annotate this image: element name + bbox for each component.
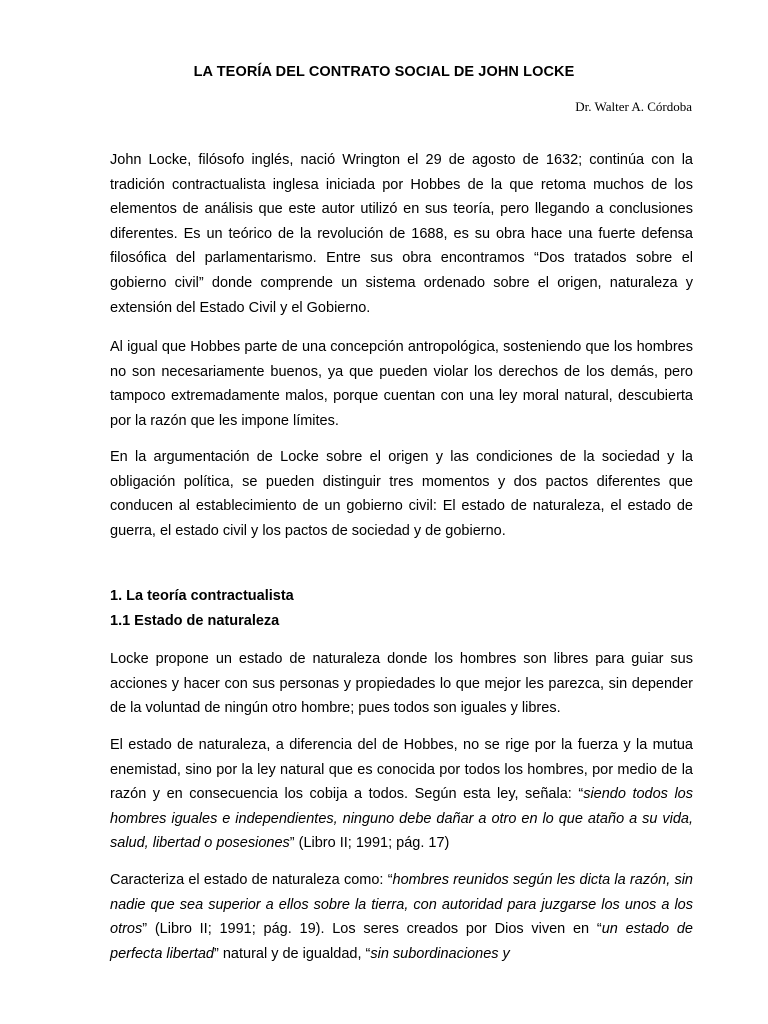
paragraph-anthropology: Al igual que Hobbes parte de una concepción antropológica, sosteniendo que los hombres no son necesariamente buenos, ya que pueden violar los derechos de los demás, pero tampoco extremadamente malos, porque cuentan con una ley moral natural, descubierta por la razón que les impone límites. (110, 339, 693, 429)
author-name: Dr. Walter A. Córdoba (575, 99, 692, 114)
paragraph-text: Caracteriza el estado de naturaleza como: “ (110, 872, 393, 888)
paragraph-characterization (110, 868, 693, 966)
citation: ” (Libro II; 1991; pág. 17) (289, 835, 450, 852)
paragraph-intro: John Locke, filósofo inglés, nació Wrington el 29 de agosto de 1632; continúa con la tradición contractualista inglesa iniciada por Hobbes de la que retoma muchos de los elementos de análisis que este autor utilizó en sus teoría, pero llegando a conclusiones diferentes. Es un teórico de la revolución de 1688, es su obra hace una fuerte defensa filosófica del parlamentarismo. Entre sus obra encontramos “Dos tratados sobre el gobierno civil” donde comprende un sistema ordenado sobre el origen, naturaleza y extensión del Estado Civil y el Gobierno. (110, 152, 693, 316)
quotation: un estado de perfecta libertad (110, 921, 693, 962)
subsection-heading: 1.1 Estado de naturaleza (110, 613, 280, 629)
paragraph-state-of-nature: Locke propone un estado de naturaleza donde los hombres son libres para guiar sus acciones y hacer con sus personas y propiedades lo que mejor les parezca, sin depender de la voluntad de ningún otro hombre; pues todos son iguales y libres. (110, 651, 693, 717)
paragraph-text: El estado de naturaleza, a diferencia del de Hobbes, no se rige por la fuerza y la mutua enemistad, sino por la ley natural que es conocida por todos los hombres, por medio de la razón y en consecuencia los cobija a todos. Según esta ley, señala: “ (110, 737, 693, 803)
citation: ” (Libro II; 1991; pág. 19). Los seres creados por Dios viven en “ (142, 921, 602, 938)
section-heading: 1. La teoría contractualista (110, 588, 294, 604)
paragraph-text: ” natural y de igualdad, “ (213, 945, 371, 962)
quotation: hombres reunidos según les dicta la razón, sin nadie que sea superior a ellos sobre la tierra, con autoridad para juzgarse los unos a los otros (110, 872, 693, 938)
quotation: siendo todos los hombres iguales e independientes, ninguno debe dañar a otro en lo que ataño a su vida, salud, libertad o posesiones (110, 786, 693, 852)
quotation: sin subordinaciones y (370, 945, 510, 962)
document-title: LA TEORÍA DEL CONTRATO SOCIAL DE JOHN LOCKE (193, 64, 575, 80)
paragraph-natural-law (110, 733, 693, 856)
paragraph-argumentation: En la argumentación de Locke sobre el origen y las condiciones de la sociedad y la obligación política, se pueden distinguir tres momentos y dos pactos diferentes que conducen al establecimiento de un gobierno civil: El estado de naturaleza, el estado de guerra, el estado civil y los pactos de sociedad y de gobierno. (110, 449, 693, 539)
